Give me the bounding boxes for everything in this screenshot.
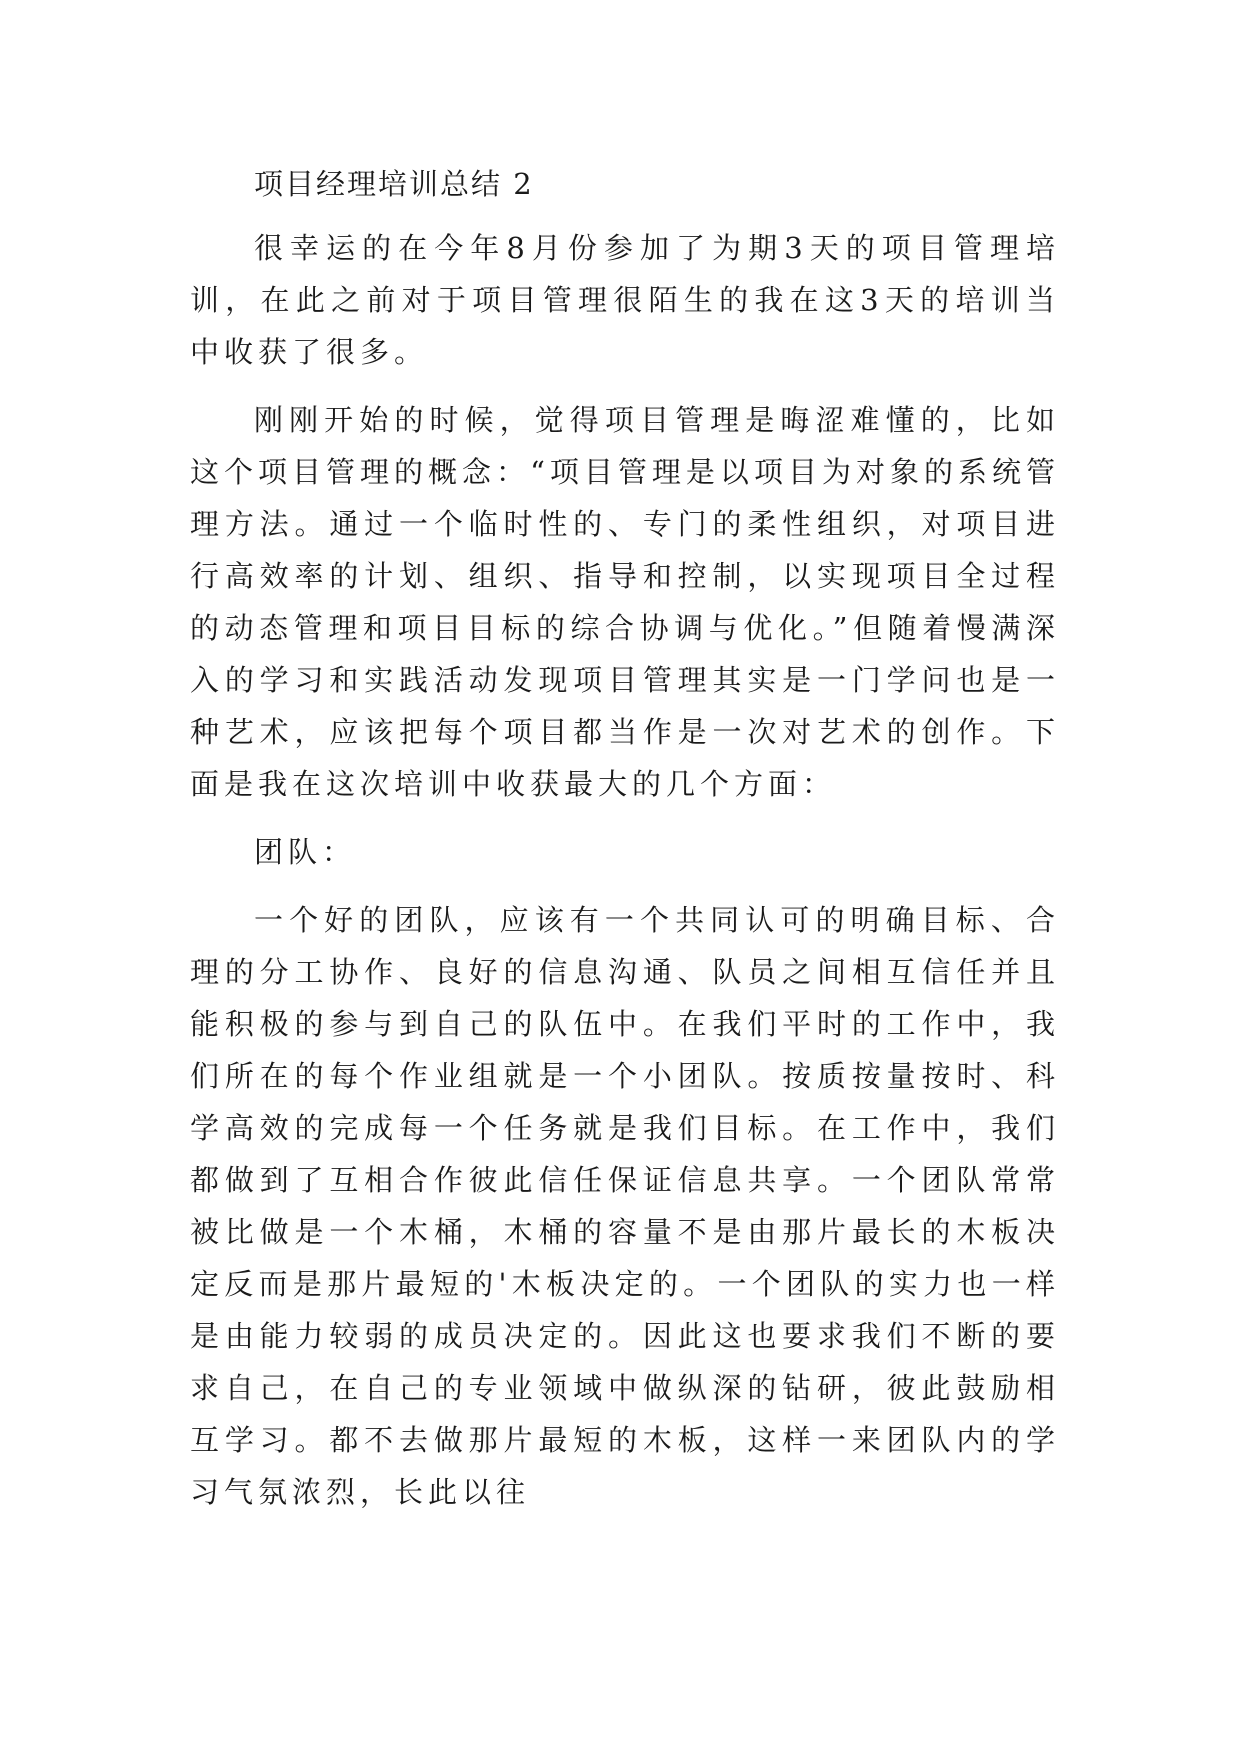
document-body bbox=[190, 158, 1060, 1534]
document-title: 项目经理培训总结 2 bbox=[254, 167, 534, 201]
paragraph-concept: 刚刚开始的时候，觉得项目管理是晦涩难懂的，比如这个项目管理的概念：“项目管理是以项目为对象的系统管理方法。通过一个临时性的、专门的柔性组织，对项目进行高效率的计划、组织、指导和控制，以实现项目全过程的动态管理和项目目标的综合协调与优化。”但随着慢满深入的学习和实践活动发现项目管理其实是一门学问也是一种艺术，应该把每个项目都当作是一次对艺术的创作。下面是我在这次培训中收获最大的几个方面： bbox=[190, 403, 1060, 801]
paragraph-intro: 很幸运的在今年8月份参加了为期3天的项目管理培训，在此之前对于项目管理很陌生的我在这3天的培训当中收获了很多。 bbox=[190, 231, 1060, 369]
paragraph-team: 一个好的团队，应该有一个共同认可的明确目标、合理的分工协作、良好的信息沟通、队员之间相互信任并且能积极的参与到自己的队伍中。在我们平时的工作中，我们所在的每个作业组就是一个小团队。按质按量按时、科学高效的完成每一个任务就是我们目标。在工作中，我们都做到了互相合作彼此信任保证信息共享。一个团队常常被比做是一个木桶，木桶的容量不是由那片最长的木板决定反而是那片最短的'木板决定的。一个团队的实力也一样是由能力较弱的成员决定的。因此这也要求我们不断的要求自己，在自己的专业领域中做纵深的钻研，彼此鼓励相互学习。都不去做那片最短的木板，这样一来团队内的学习气氛浓烈，长此以往 bbox=[190, 903, 1060, 1509]
section-heading-team: 团队： bbox=[254, 835, 357, 869]
